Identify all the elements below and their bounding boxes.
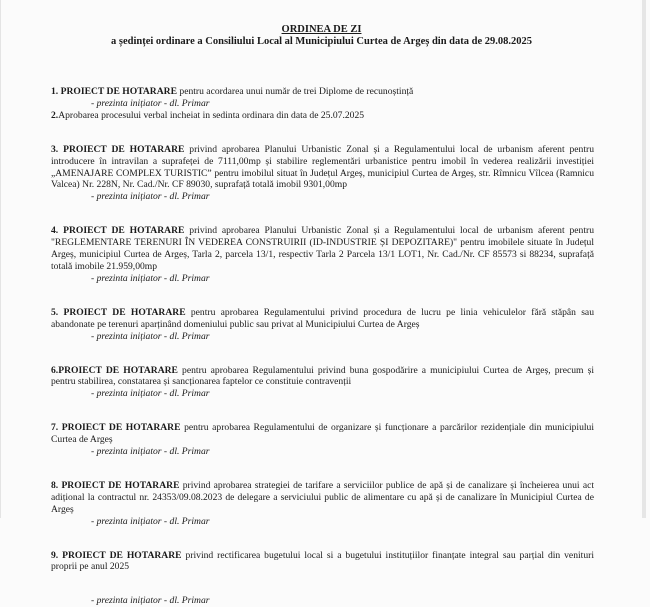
agenda-item-3 bbox=[51, 144, 594, 204]
agenda-item-number: 1. bbox=[51, 86, 59, 97]
agenda-item-text: pentru aprobarea Regulamentului privind procedura de lucru pe linia vehiculelor fără stăpân sau abandonate pe terenuri aparținând domeniului public sau privat al Municipiului Curtea de Argeș bbox=[51, 306, 594, 330]
agenda-item-presenter: - prezinta inițiator - dl. Primar bbox=[91, 595, 210, 607]
agenda-item-text: pentru aprobarea Regulamentului privind buna gospodărire a municipiului Curtea de Argeș, precum și pentru stabilirea, constatarea și sancționarea faptelor ce constituie contravenții bbox=[51, 364, 594, 388]
agenda-item-lead: PROIECT DE HOTARARE bbox=[62, 549, 182, 561]
agenda-item-number: 8. bbox=[51, 479, 59, 491]
agenda-item-2 bbox=[51, 110, 594, 122]
agenda-item-number: 5. bbox=[51, 306, 59, 318]
agenda-item-lead: PROIECT DE HOTARARE bbox=[58, 364, 178, 376]
agenda-item-9 bbox=[51, 550, 594, 607]
agenda-item-7 bbox=[51, 422, 594, 458]
agenda-item-presenter: - prezinta inițiator - dl. Primar bbox=[91, 97, 210, 109]
agenda-item-1 bbox=[51, 86, 594, 110]
agenda-item-lead: PROIECT DE HOTARARE bbox=[61, 422, 181, 434]
agenda-item-lead: PROIECT DE HOTARARE bbox=[63, 143, 185, 155]
agenda-item-text: pentru aprobarea Regulamentului de organizare și funcționare a parcărilor rezidențiale din municipiului Curtea de Argeș bbox=[51, 422, 594, 446]
agenda-item-number: 7. bbox=[51, 422, 59, 434]
agenda-item-lead: PROIECT DE HOTARARE bbox=[63, 306, 186, 318]
agenda-item-number: 9. bbox=[51, 549, 59, 561]
agenda-item-number: 3. bbox=[51, 143, 59, 155]
document-title: ORDINEA DE ZI bbox=[281, 24, 362, 35]
agenda-item-text: privind aprobarea Planului Urbanistic Zonal și a Regulamentului local de urbanism aferent pentru "REGLEMENTARE TERENURI ÎN VEDEREA CONSTRUIRII (ID-INDUSTRIE ȘI DEPOZITARE)" pentru imobilele situate în Județul Argeș, municipiul Curtea de Argeș, Tarla 2, parcela 13/1, respectiv Tarla 2 Parcela 13/1 LOT1, Nr. Cad./Nr. CF 85573 si 88234, suprafață totală imobile 21.959,00mp bbox=[51, 225, 594, 272]
agenda-item-text: pentru acordarea unui număr de trei Diplome de recunoștință bbox=[177, 86, 414, 97]
agenda-item-presenter: - prezinta inițiator - dl. Primar bbox=[91, 191, 210, 203]
agenda-item-number: 6. bbox=[51, 364, 59, 376]
agenda-item-lead: PROIECT DE HOTARARE bbox=[61, 479, 180, 491]
agenda-item-6 bbox=[51, 365, 594, 401]
document-heading bbox=[1, 24, 642, 48]
agenda-item-text: privind aprobarea strategiei de tarifare a serviciilor publice de apă și de canalizare și încheierea unui act adițional la contractul nr. 24353/09.08.2023 de delegare a serviciului public de alimentare cu apă și de canalizare în Municipiul Curtea de Argeș bbox=[51, 479, 594, 515]
agenda-item-number: 4. bbox=[51, 225, 59, 237]
agenda-list bbox=[51, 86, 594, 607]
agenda-item-number: 2. bbox=[51, 109, 59, 121]
agenda-item-5 bbox=[51, 307, 594, 343]
agenda-item-presenter: - prezinta inițiator - dl. Primar bbox=[91, 388, 210, 400]
document-subtitle: a ședinței ordinare a Consiliului Local al Municipiului Curtea de Argeș din data de 29.08.2025 bbox=[110, 36, 532, 47]
agenda-item-lead: PROIECT DE HOTARARE bbox=[63, 225, 185, 237]
agenda-item-presenter: - prezinta inițiator - dl. Primar bbox=[91, 515, 210, 527]
agenda-item-text: privind rectificarea bugetului local si a bugetului instituțiilor finanțate integral sau parțial din venituri proprii pe anul 2025 bbox=[51, 549, 594, 573]
agenda-item-presenter: - prezinta inițiator - dl. Primar bbox=[91, 272, 210, 284]
agenda-item-4 bbox=[51, 225, 594, 285]
agenda-item-text: privind aprobarea Planului Urbanistic Zonal și a Regulamentului local de urbanism aferent pentru introducere în intravilan a suprafeței de 7111,00mp și stabilire reglementări urbanistice pentru imobil în vederea realizării investiției „AMENAJARE COMPLEX TURISTIC” pentru imobilul situat în Județul Argeș, municipiul Curtea de Argeș, str. Rîmnicu Vîlcea (Ramnicu Valcea) Nr. 228N, Nr. Cad./Nr. CF 89030, suprafață totală imobil 9301,00mp bbox=[51, 143, 594, 191]
agenda-item-presenter: - prezinta inițiator - dl. Primar bbox=[91, 330, 210, 342]
agenda-item-presenter: - prezinta inițiator - dl. Primar bbox=[91, 446, 210, 458]
agenda-item-text: Aprobarea procesului verbal incheiat in sedinta ordinara din data de 25.07.2025 bbox=[58, 109, 365, 121]
agenda-item-8 bbox=[51, 480, 594, 528]
agenda-item-lead: PROIECT DE HOTARARE bbox=[60, 86, 177, 97]
